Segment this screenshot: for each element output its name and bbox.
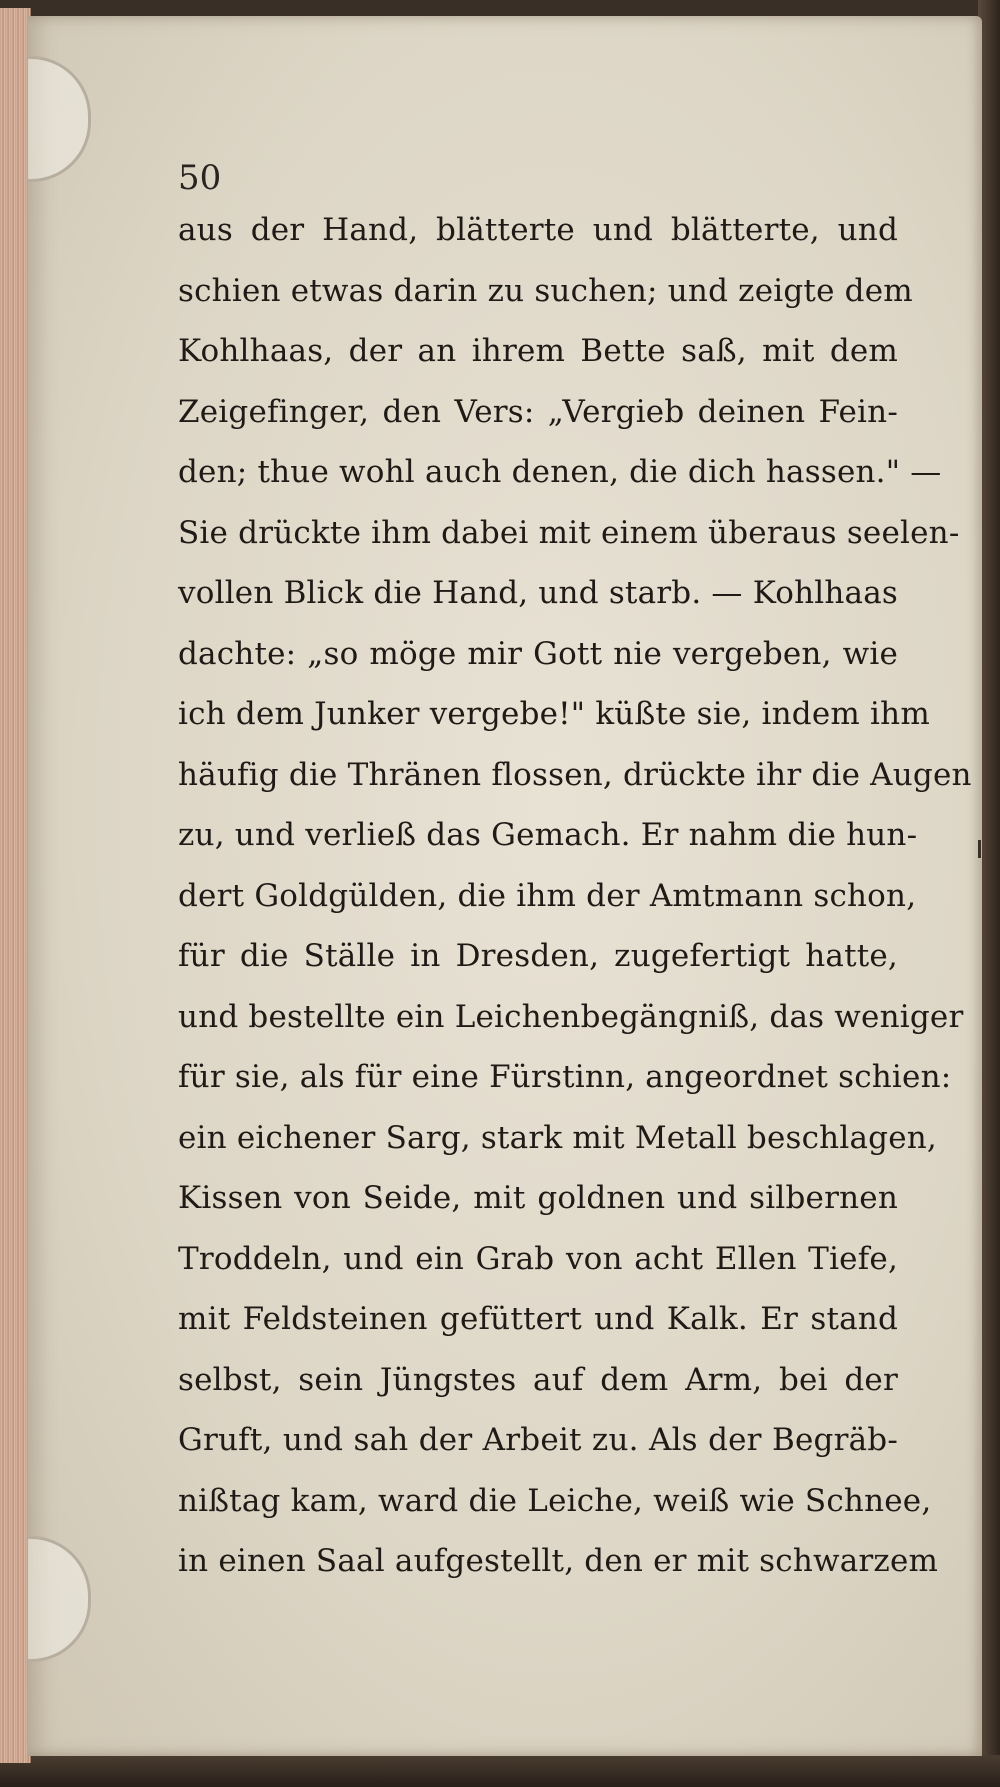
text-line: ein eichener Sarg, stark mit Metall beschlagen, [178, 1119, 937, 1156]
text-line: Zeigefinger, den Vers: „Vergieb deinen Fein- [178, 393, 898, 430]
text-line: häufig die Thränen flossen, drückte ihr die Augen [178, 756, 972, 793]
text-line: Troddeln, und ein Grab von acht Ellen Tiefe, [178, 1240, 898, 1277]
margin-mark [978, 840, 981, 858]
text-line: für sie, als für eine Fürstinn, angeordnet schien: [178, 1059, 952, 1095]
text-line: in einen Saal aufgestellt, den er mit schwarzem [178, 1543, 939, 1579]
text-line: dert Goldgülden, die ihm der Amtmann schon, [178, 877, 917, 914]
page-edges [0, 8, 31, 1763]
text-line: vollen Blick die Hand, und starb. — Kohlhaas [178, 575, 898, 611]
text-line: Gruft, und sah der Arbeit zu. Als der Begräb- [178, 1422, 898, 1458]
text-line: und bestellte ein Leichenbegängniß, das weniger [178, 998, 964, 1035]
body-text [178, 200, 972, 1592]
clasp-bottom [28, 1536, 91, 1662]
text-line: ich dem Junker vergebe!" küßte sie, indem ihm [178, 696, 930, 732]
text-line: Sie drückte ihm dabei mit einem überaus seelen- [178, 514, 960, 551]
text-line: aus der Hand, blätterte und blätterte, und [178, 212, 898, 248]
text-line: zu, und verließ das Gemach. Er nahm die hun- [178, 817, 918, 853]
text-line: dachte: „so möge mir Gott nie vergeben, wie [178, 635, 898, 672]
text-line: für die Ställe in Dresden, zugefertigt hatte, [178, 938, 898, 974]
page-number: 50 [178, 158, 222, 198]
clasp-top [28, 56, 91, 182]
text-line: schien etwas darin zu suchen; und zeigte dem [178, 272, 913, 309]
text-line: selbst, sein Jüngstes auf dem Arm, bei der [178, 1361, 898, 1398]
text-line: Kohlhaas, der an ihrem Bette saß, mit dem [178, 333, 898, 369]
text-line: den; thue wohl auch denen, die dich hassen." — [178, 454, 942, 490]
book-cover-edge-bottom [0, 1755, 1000, 1787]
text-line: Kissen von Seide, mit goldnen und silbernen [178, 1180, 898, 1216]
text-line: mit Feldsteinen gefüttert und Kalk. Er stand [178, 1301, 898, 1337]
text-line: nißtag kam, ward die Leiche, weiß wie Schnee, [178, 1482, 932, 1519]
